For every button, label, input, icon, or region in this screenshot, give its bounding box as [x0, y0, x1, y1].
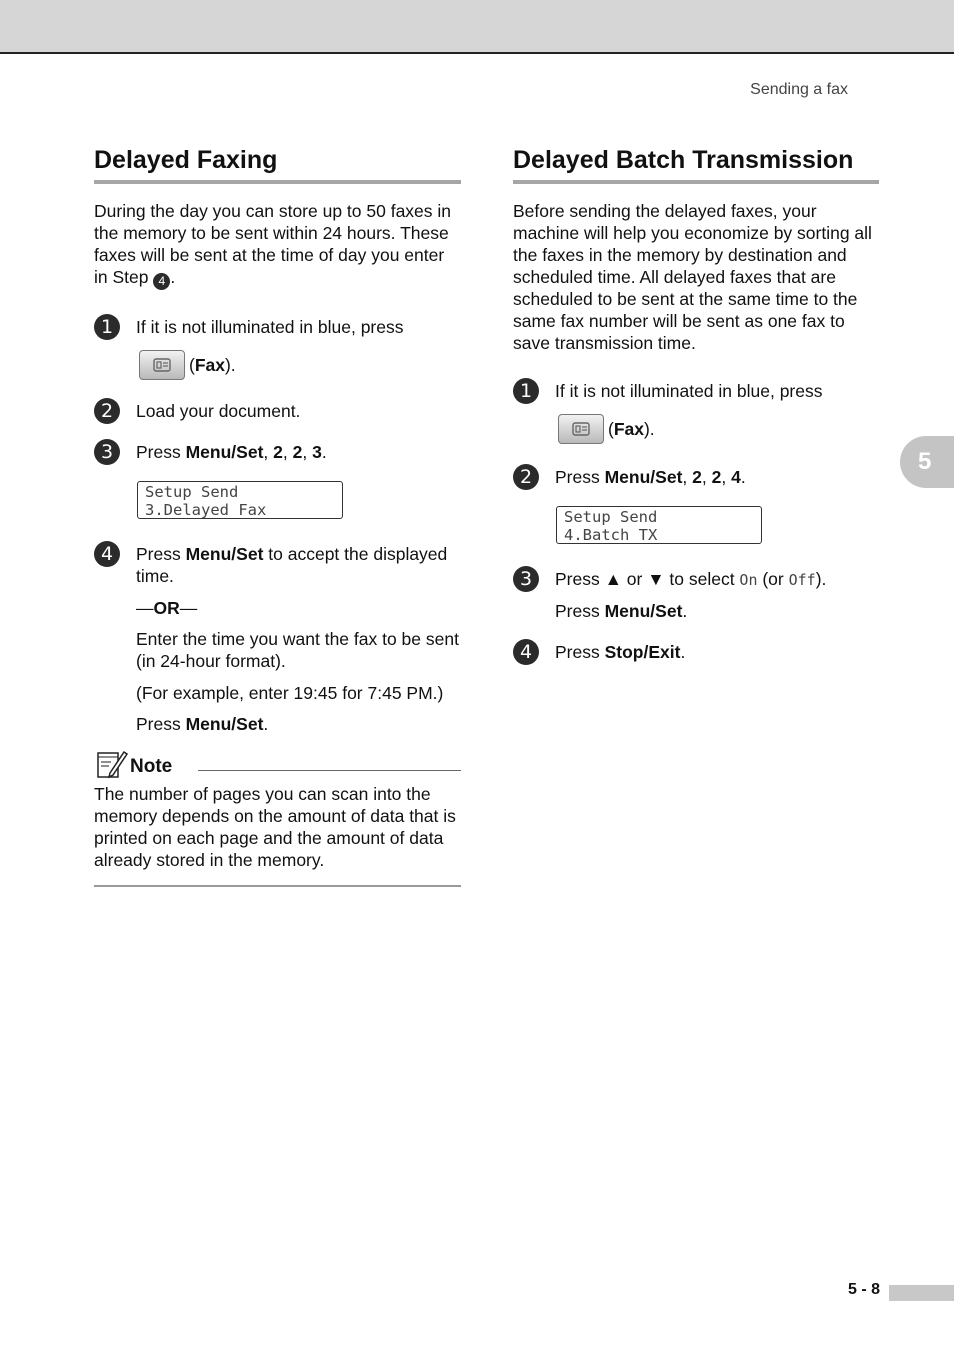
- step-number: 3: [94, 439, 120, 465]
- right-column: [513, 140, 879, 663]
- step-4: [94, 543, 461, 735]
- intro-paragraph: Before sending the delayed faxes, your machine will help you economize by sorting all the faxes in the memory by destination and scheduled time. All delayed faxes that are scheduled to be sent at the same time to the same fax number will be sent as one fax to save transmission time.: [513, 201, 872, 353]
- step-text: Press Stop/Exit.: [555, 642, 686, 662]
- option-off: Off: [788, 571, 816, 589]
- step-4: [513, 641, 879, 663]
- step-2: [94, 400, 461, 422]
- chapter-tab: 5: [900, 436, 954, 488]
- fax-key-line: ( Fax ).: [558, 414, 879, 444]
- step-text: Press ▲ or ▼ to select On (or Off).: [555, 569, 827, 589]
- step-text-alt: Enter the time you want the fax to be sent (in 24-hour format).: [136, 629, 459, 671]
- page-number: 5 - 8: [847, 1281, 880, 1298]
- step-number: 4: [94, 541, 120, 567]
- section-title-delayed-batch: Delayed Batch Transmission: [513, 140, 879, 184]
- option-on: On: [739, 571, 758, 589]
- fax-button[interactable]: [558, 414, 604, 444]
- fax-key-line: ( Fax ).: [139, 350, 461, 380]
- step-ref-badge: 4: [153, 273, 170, 290]
- step-text: If it is not illuminated in blue, press: [555, 381, 823, 401]
- fax-button[interactable]: [139, 350, 185, 380]
- step-3: [94, 441, 461, 463]
- step-1: [513, 380, 879, 402]
- lcd-display: Setup Send 4.Batch TX: [556, 506, 762, 544]
- fax-icon: [572, 422, 590, 436]
- step-2: [513, 466, 879, 488]
- section-title-delayed-faxing: Delayed Faxing: [94, 140, 461, 184]
- running-header: Sending a fax: [750, 81, 848, 98]
- note-bottom-rule: [94, 885, 461, 887]
- step-text: If it is not illuminated in blue, press: [136, 317, 404, 337]
- step-text-press: Press Menu/Set.: [136, 714, 269, 734]
- note-text: The number of pages you can scan into the memory depends on the amount of data that is printed on each page and the amount of data already stored in the memory.: [94, 784, 456, 870]
- step-text-press: Press Menu/Set.: [555, 601, 688, 621]
- fax-icon: [153, 358, 171, 372]
- step-3: [513, 568, 879, 622]
- step-number: 3: [513, 566, 539, 592]
- step-example: (For example, enter 19:45 for 7:45 PM.): [136, 683, 444, 703]
- intro-paragraph: During the day you can store up to 50 faxes in the memory to be sent within 24 hours. These faxes will be sent at the time of day you enter in Step 4 .: [94, 201, 452, 288]
- or-separator: —OR—: [136, 598, 198, 618]
- left-column: [94, 140, 461, 887]
- step-text: Press Menu/Set to accept the displayed time.: [136, 544, 448, 586]
- step-text: Load your document.: [136, 401, 301, 421]
- step-number: 2: [94, 398, 120, 424]
- step-number: 1: [513, 378, 539, 404]
- note-label: Note: [130, 756, 173, 777]
- step-number: 4: [513, 639, 539, 665]
- note-rule: [198, 770, 461, 771]
- step-text: Press Menu/Set, 2, 2, 3.: [136, 442, 327, 462]
- fax-label: Fax: [613, 418, 644, 439]
- top-band: [0, 0, 954, 54]
- lcd-display: Setup Send 3.Delayed Fax: [137, 481, 343, 519]
- step-number: 2: [513, 464, 539, 490]
- fax-label: Fax: [194, 354, 225, 375]
- step-1: [94, 316, 461, 338]
- page-number-bar: [889, 1285, 954, 1301]
- step-number: 1: [94, 314, 120, 340]
- note-pencil-icon: [96, 749, 128, 779]
- step-text: Press Menu/Set, 2, 2, 4.: [555, 467, 746, 487]
- note-header: [94, 749, 461, 783]
